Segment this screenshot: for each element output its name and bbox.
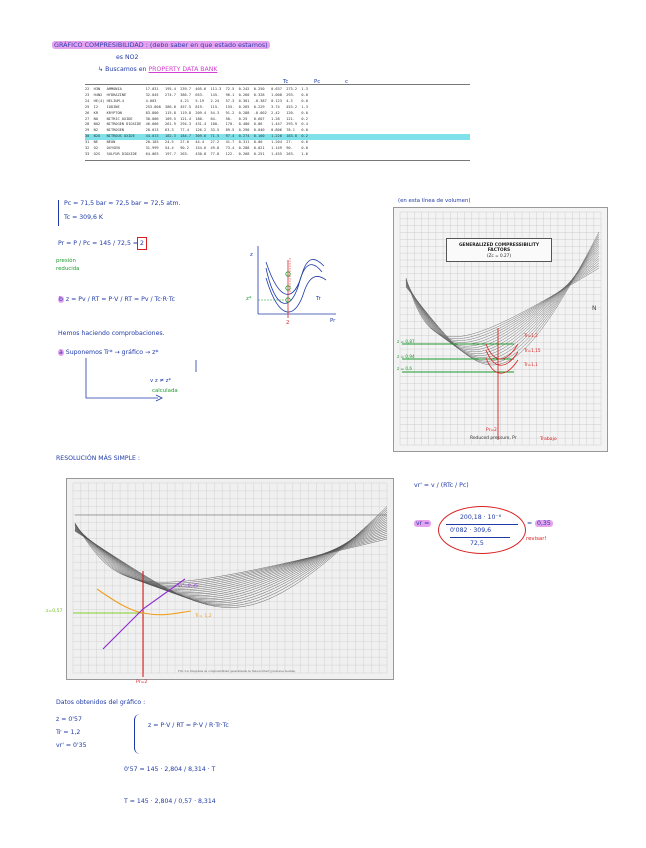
isotherm-curve xyxy=(75,516,387,600)
isotherm-curve xyxy=(406,251,599,350)
section3-brace xyxy=(134,714,141,754)
data-tr: Tr = 1,2 xyxy=(56,729,81,736)
chart1-caption: (en esta línea de volumen) xyxy=(398,198,471,204)
chart1-annot-1: z = 0,87 xyxy=(397,339,415,344)
brace xyxy=(58,200,61,226)
chart1-right-label: N xyxy=(592,305,597,312)
table-row: 22 H3N AMMONIA 17.031 195.4 239.7 405.6 111.3 72.5 0.242 0.250 0.637 273.2 1.3 xyxy=(85,87,311,91)
chart2-pr-label: Pr=2 xyxy=(136,680,148,685)
pr-result-box xyxy=(137,237,147,250)
isotherm-curve xyxy=(75,524,387,586)
property-table xyxy=(85,87,470,158)
chart1-x-axis: Reduced pressure, Pr xyxy=(470,436,517,441)
compressibility-chart-2 xyxy=(66,478,394,680)
isotherm-curve xyxy=(75,525,387,588)
chart1-pr-mark: Pr=2 xyxy=(486,428,497,433)
vr-numerator: 200,18 · 10⁻⁶ xyxy=(460,514,502,521)
revisar-note: revisar! xyxy=(526,536,547,542)
table-row: 26 KR KRYPTON 83.800 115.8 119.8 209.4 54.3 91.2 0.288 -0.002 2.42 120. 0.0 xyxy=(85,110,311,115)
header-line3 xyxy=(98,66,217,73)
vr-definition: vr' = v / (RTc / Pc) xyxy=(414,482,469,489)
title-highlight: GRÁFICO COMPRESIBILIDAD : (debo saber en que estado estamos) xyxy=(54,41,268,49)
col-label-pc: Pc xyxy=(314,79,321,85)
header-line2: es NO2 xyxy=(116,54,139,61)
isotherm-curve xyxy=(75,512,387,603)
z-pr-sketch xyxy=(244,240,344,328)
tc-line: Tc = 309,6 K xyxy=(64,214,103,221)
vr-den-a: 0'082 · 309,6 xyxy=(450,527,492,534)
table-row: 24 HE(4) HELIUM-4 4.003 4.21 5.19 2.24 57.3 0.301 -0.387 0.123 4.3 0.0 xyxy=(85,98,311,103)
isotherm-curve xyxy=(75,526,387,593)
vr-label-text: vr = xyxy=(416,520,430,527)
chart1-title: GENERALIZED COMPRESSIBILITY FACTORS xyxy=(458,243,540,253)
chart1-red-note-1: Tr=1,2 xyxy=(524,333,538,338)
vr-result-text: 0,35 xyxy=(537,520,551,527)
sketch-x-value: 2 xyxy=(286,320,290,326)
pc-line: Pc = 71,5 bar ≈ 72,5 bar = 72,5 atm. xyxy=(64,200,181,207)
sketch-x-label: Pr xyxy=(330,318,336,324)
isotherm-curve xyxy=(75,520,387,597)
eq3: T = 145 · 2,804 / 0,57 · 8,314 xyxy=(124,798,216,805)
isotherm-curve xyxy=(75,526,387,591)
col-label-tc: Tc xyxy=(283,79,289,85)
table-row: 27 NO NITRIC OXIDE 30.006 109.5 121.4 180. 64. 58. 0.25 0.607 1.28 121. 0.2 xyxy=(85,116,311,121)
chart1-red-note-3: Tr=1,1 xyxy=(524,362,538,367)
isotherm-curve xyxy=(75,510,387,604)
compressibility-chart-1 xyxy=(393,207,608,452)
vr-fraction-bar xyxy=(446,524,518,525)
chart1-annot-2: z = 0,94 xyxy=(397,354,415,359)
sketch-tr-label: Tr xyxy=(316,296,321,302)
isotherm-curve xyxy=(75,518,387,599)
col-label-c: c xyxy=(345,79,348,85)
property-data-bank-link[interactable]: PROPERTY DATA BANK xyxy=(148,66,218,73)
section3-title: Datos obtenidos del gráfico : xyxy=(56,699,146,706)
suponemos-text: Suponemos Tr* → gráfico → z* xyxy=(65,349,159,356)
section2-title: RESOLUCIÓN MÁS SIMPLE : xyxy=(56,455,140,462)
isotherm-curve xyxy=(75,506,387,607)
chart2-orange-label: Tr= 1,2 xyxy=(195,614,212,619)
header-line3-prefix: Buscamos en xyxy=(105,66,147,73)
hacemos-text: Hemos haciendo comprobaciones. xyxy=(58,330,165,337)
calculada-text: calculada xyxy=(152,388,178,394)
pr-equation: Pr = P / Pc = 145 / 72,5 = 2 xyxy=(58,240,144,247)
step-b-marker: b xyxy=(59,296,63,303)
chart1-title-box xyxy=(446,238,552,262)
chart2-svg xyxy=(67,479,393,679)
vr-den-b: 72,5 xyxy=(470,540,484,547)
pr-note-2: reducida xyxy=(56,266,80,272)
page-title xyxy=(52,42,270,49)
table-row: 30 N2O NITROUS OXIDE 44.013 182.3 184.7 309.6 71.5 97.4 0.274 0.160 1.226 183.8 0.2 xyxy=(85,134,470,140)
z-equation xyxy=(58,296,175,303)
table-top-rule xyxy=(85,84,470,85)
isotherm-curve xyxy=(75,522,387,596)
chart1-red-note-2: Tr=1,15 xyxy=(524,348,541,353)
data-vr: vr' = 0'35 xyxy=(56,742,87,749)
chart2-caption: FIG. 3-4. Diagrama de compresibilidad generalizada de Nelson-Obert (presiones medias). xyxy=(178,670,296,673)
table-row: 32 O2 OXYGEN 31.999 54.4 90.2 154.6 49.8 73.4 0.288 0.021 1.149 90. 0.0 xyxy=(85,146,311,151)
table-row: 31 NE NEON 20.183 24.5 27.0 44.4 27.2 41.7 0.311 0.00 1.204 27. 0.0 xyxy=(85,140,311,145)
table-row: 25 I2 IODINE 253.808 386.8 457.5 819. 115. 155. 0.265 0.229 3.74 453.2 1.3 xyxy=(85,104,311,109)
table-bottom-rule xyxy=(85,160,470,161)
vr-den-bar xyxy=(450,537,510,538)
isotherm-curve xyxy=(75,523,387,582)
step-a-marker: a xyxy=(59,349,63,356)
sketch-y-label: z xyxy=(250,252,253,258)
pr-note-1: presión xyxy=(56,258,76,264)
table-row: 29 N2 NITROGEN 28.013 63.3 77.4 126.2 33.5 89.5 0.290 0.040 0.806 78.1 0.0 xyxy=(85,128,311,133)
table-row: 33 O2S SULFUR DIOXIDE 64.063 197.7 263. 430.8 77.8 122. 0.268 0.251 1.455 263. 1.6 xyxy=(85,151,311,156)
isotherm-curve xyxy=(75,525,387,589)
check-text: v z ≠ z* xyxy=(150,378,172,384)
isotherm-curve xyxy=(406,254,599,348)
z-equation-text: z = Pv / RT = P·V / RT = Pv / Tc·R·Tc xyxy=(65,296,176,303)
chart1-bottom-note: Trabajo xyxy=(540,437,557,442)
chart1-subtitle: (Zc = 0.27) xyxy=(487,253,511,258)
data-z: z = 0'57 xyxy=(56,716,82,723)
arrow-icon: ↳ xyxy=(98,66,106,73)
isotherm-curve xyxy=(406,249,599,352)
sketch-z-star: z* xyxy=(246,296,252,302)
eq1: z = P·V / RT = P·V / R·Tr·Tc xyxy=(148,722,229,729)
loop-arrow xyxy=(58,352,198,402)
vr-label xyxy=(414,520,431,527)
vr-result xyxy=(535,520,553,527)
vr-equals: = xyxy=(527,520,533,527)
isotherm-curve xyxy=(75,523,387,583)
table-row: 23 H4N2 HYDRAZINE 32.045 274.7 386.7 653. 145. 96.1 0.260 0.328 1.008 293. 0.0 xyxy=(85,92,311,97)
table-row: 28 NO2 NITROGEN DIOXIDE 46.006 261.9 294.3 431.4 100. 170. 0.480 0.86 1.447 293.9 0.4 xyxy=(85,122,311,127)
chart1-annot-3: z = 0,6 xyxy=(397,366,413,371)
isotherm-curve xyxy=(75,514,387,602)
chart2-purple-label: vr'=0,35 xyxy=(178,584,198,589)
chart2-green-label: z=0,57 xyxy=(46,609,63,614)
isotherm-curve xyxy=(75,524,387,594)
isotherm-curve xyxy=(406,246,599,353)
eq2: 0'57 = 145 · 2,804 / 8,314 · T xyxy=(124,766,216,773)
